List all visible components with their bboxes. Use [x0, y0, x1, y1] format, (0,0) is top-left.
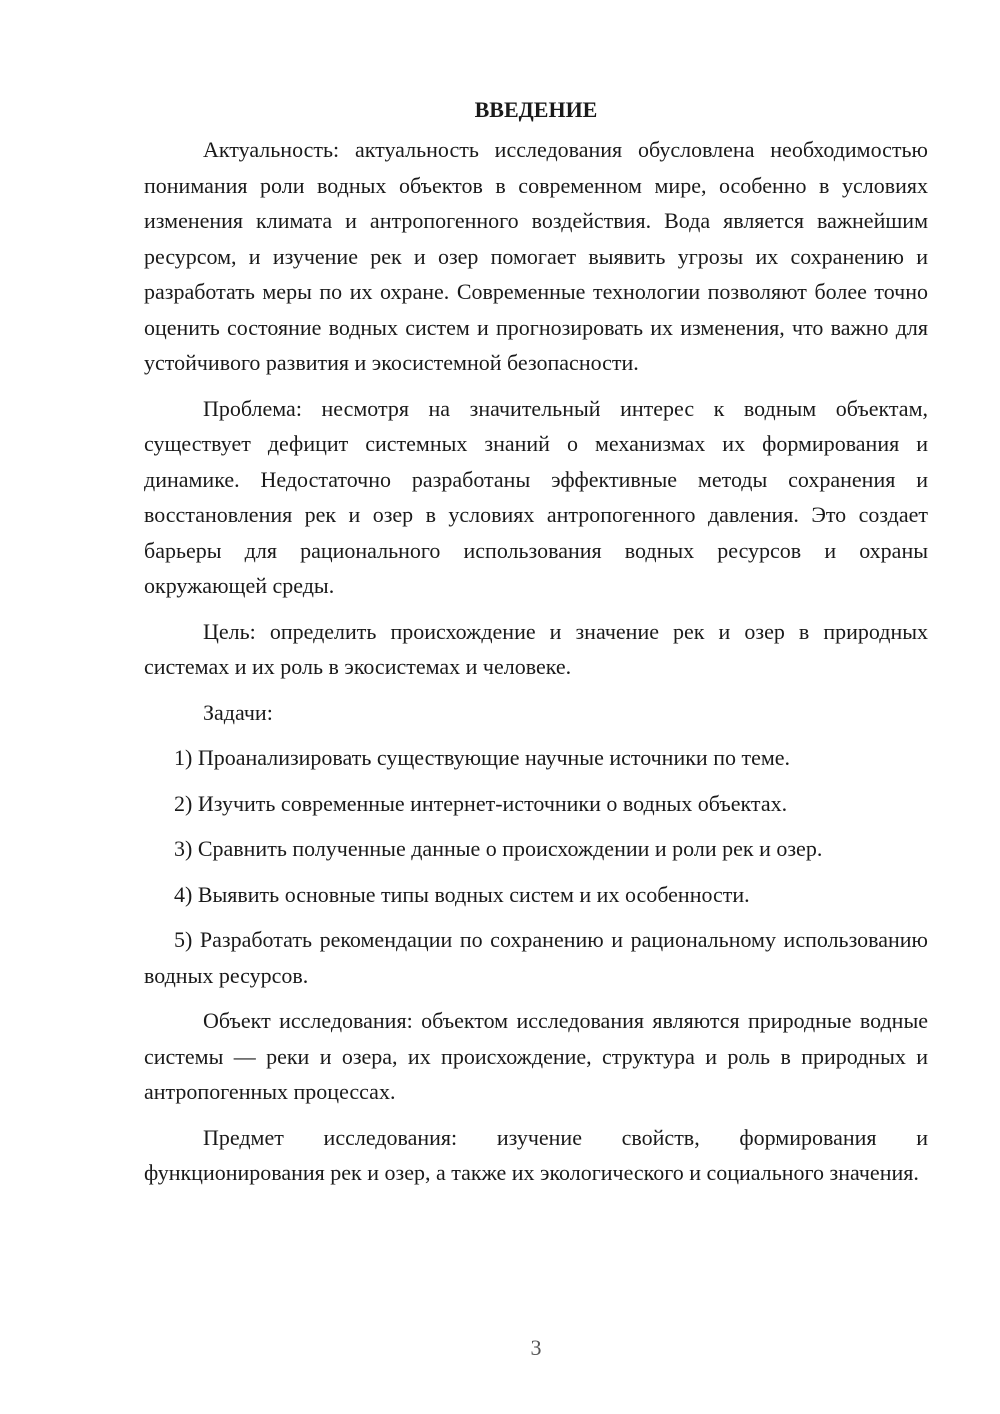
page-title: ВВЕДЕНИЕ — [474, 97, 598, 122]
tasks-label: Задачи: — [203, 699, 273, 725]
subject-paragraph: Предмет исследования: изучение свойств, формирования и функционирования рек и озер, а также их экологического и социального значения. — [144, 1124, 928, 1185]
problem-paragraph: Проблема: несмотря на значительный интерес к водным объектам, существует дефицит системных знаний о механизмах их формирования и динамике. Недостаточно разработаны эффективные методы сохранения и восстановления рек и озер в условиях антропогенного давления. Это создает барьеры для рационального использования водных ресурсов и охраны окружающей среды. — [144, 395, 928, 598]
task-item-4: 4) Выявить основные типы водных систем и их особенности. — [174, 881, 750, 907]
document-page — [144, 92, 928, 1201]
task-item-5: 5) Разработать рекомендации по сохранению и рациональному использованию водных ресурсов. — [144, 927, 928, 988]
page-number: 3 — [530, 1335, 542, 1360]
task-item-1: 1) Проанализировать существующие научные источники по теме. — [174, 745, 791, 770]
relevance-paragraph: Актуальность: актуальность исследования обусловлена необходимостью понимания роли водных объектов в современном мире, особенно в условиях изменения климата и антропогенного воздействия. Вода является важнейшим ресурсом, и изучение рек и озер помогает выявить угрозы их сохранению и разработать меры по их охране. Современные технологии позволяют более точно оценить состояние водных систем и прогнозировать их изменения, что важно для устойчивого развития и экосистемной безопасности. — [144, 137, 928, 375]
object-paragraph: Объект исследования: объектом исследования являются природные водные системы — реки и озера, их происхождение, структура и роль в природных и антропогенных процессах. — [144, 1008, 928, 1104]
goal-paragraph: Цель: определить происхождение и значение рек и озер в природных системах и их роль в экосистемах и человеке. — [144, 618, 928, 679]
task-item-3: 3) Сравнить полученные данные о происхождении и роли рек и озер. — [174, 836, 823, 861]
task-item-2: 2) Изучить современные интернет-источники о водных объектах. — [174, 790, 788, 816]
